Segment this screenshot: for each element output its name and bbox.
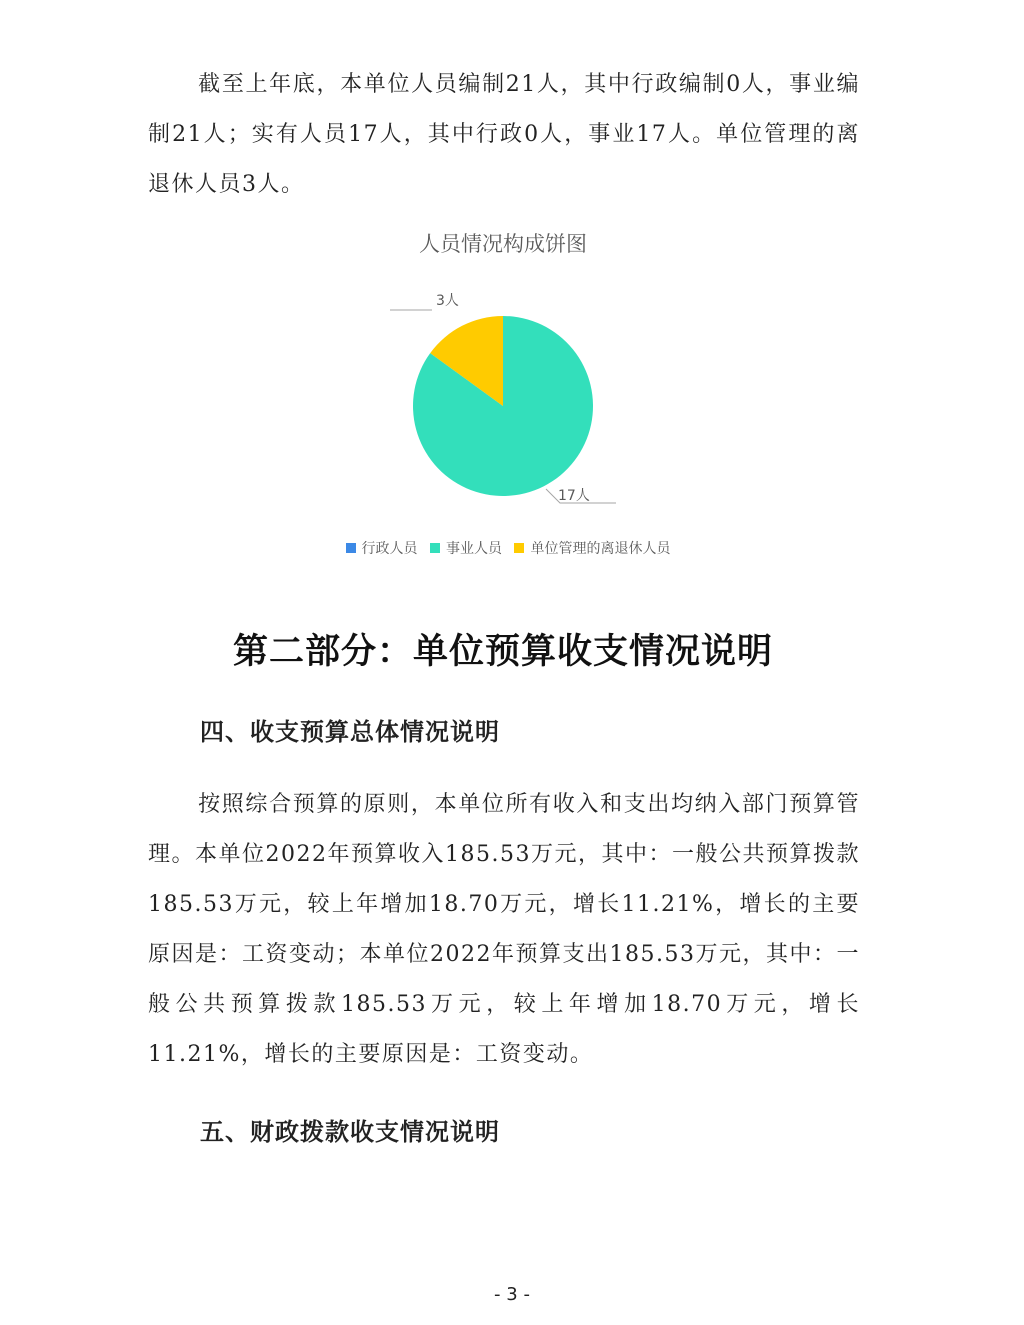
budget-paragraph: 按照综合预算的原则，本单位所有收入和支出均纳入部门预算管理。本单位2022年预算收入185.53万元，其中：一般公共预算拨款185.53万元，较上年增加18.70万元，增长11.21%，增长的主要原因是：工资变动；本单位2022年预算支出185.53万元，其中：一般公共预算拨款185.53万元，较上年增加18.70万元，增长11.21%，增长的主要原因是：工资变动。 [148,792,860,1067]
legend-item-staff: 事业人员 [430,538,502,558]
data-label-staff: 17人 [558,488,590,504]
chart-title: 人员情况构成饼图 [419,232,587,256]
legend-swatch-staff [430,543,440,553]
personnel-paragraph: 截至上年底，本单位人员编制21人，其中行政编制0人，事业编制21人；实有人员17人，其中行政0人，事业17人。单位管理的离退休人员3人。 [148,72,860,197]
legend-item-admin: 行政人员 [346,538,418,558]
chart-legend [0,538,1016,558]
legend-item-retired: 单位管理的离退休人员 [514,538,670,558]
legend-swatch-retired [514,543,524,553]
personnel-pie-chart [380,280,640,520]
section4-heading: 四、收支预算总体情况说明 [200,718,500,746]
section5-heading: 五、财政拨款收支情况说明 [200,1118,500,1146]
page-number: - 3 - [494,1284,530,1305]
data-label-retired: 3人 [436,293,459,309]
part-title: 第二部分：单位预算收支情况说明 [232,632,773,672]
legend-swatch-admin [346,543,356,553]
